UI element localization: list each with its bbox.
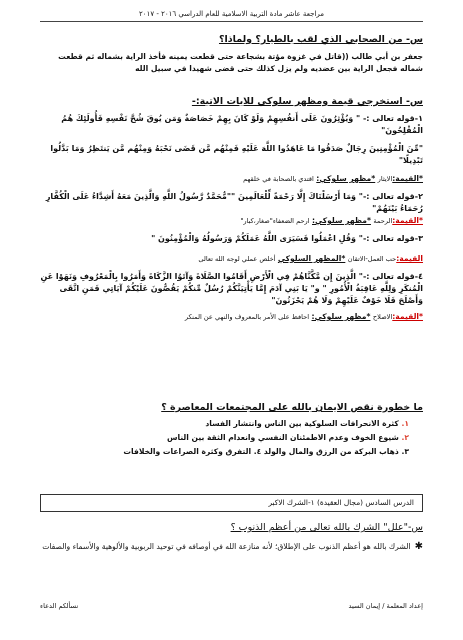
q4-block: [40, 522, 423, 553]
q2-item4: ٤-قوله تعالى :-" الَّذِينَ إِن مَّكَّنَّاهُمْ فِي الْأَرْضِ أَقَامُوا الصَّلَاةَ وَآتَوُا الزَّكَاةَ وَأَمَرُوا بِالْمَعْرُوفِ وَنَهَوْا عَنِ الْمُنكَرِ وَلِلَّهِ عَاقِبَةُ الْأُمُورِ " و" يَا بَنِي آدَمَ إِمَّا يَأْتِيَنَّكُمْ رُسُلٌ مِّنكُمْ يَقُصُّونَ عَلَيْكُمْ آيَاتِي فَمَنِ اتَّقَى وَأَصْلَحَ فَلَا خَوْفٌ عَلَيْهِمْ وَلَا هُمْ يَحْزَنُونَ": [40, 272, 423, 305]
value-text: الاصلاح: [372, 313, 393, 321]
behavior-text: احافظ على الأمر بالمعروف والنهي عن المنكر: [184, 313, 310, 321]
behavior-text: ارحم الضعفاء"صغار،كبار": [240, 217, 310, 225]
value-label: *القيمة:: [392, 216, 423, 225]
behavior-text: اقتدي بالصحابة في خلقهم: [243, 175, 314, 183]
item-text: كثرة الانحرافات السلوكية بين الناس وانتشار الفساد: [205, 419, 399, 428]
star-bullet-icon: ✱: [414, 541, 423, 552]
list-item: [40, 431, 409, 445]
value-label: القيمة:: [396, 254, 423, 263]
q2-item2: ٢-قوله تعالى :-" وَمَا أَرْسَلْنَاكَ إِلَّا رَحْمَةً لِّلْعَالَمِينَ ""مُّحَمَّدٌ رَّسُولُ اللَّهِ وَالَّذِينَ مَعَهُ أَشِدَّاءُ عَلَى الْكُفَّارِ رُحَمَاءُ بَيْنَهُمْ": [45, 192, 423, 213]
q2-block: [40, 96, 423, 323]
lesson-title-box: الدرس السادس (مجال العقيدة) ١-الشرك الاكبر: [40, 494, 423, 512]
item-number: ١.: [401, 419, 409, 428]
q4-question: س-"علل" الشرك بالله تعالى من أعظم الذنوب ؟: [230, 522, 423, 533]
value-label: *القيمة:: [392, 312, 423, 321]
value-text: الايثار: [377, 175, 393, 183]
item-number: ٢.: [401, 433, 409, 442]
item-text: ذهاب البركة من الرزق والمال والولد ٤. التفرق وكثرة الصراعات والخلافات: [123, 447, 399, 456]
page-header: مراجعة عاشر مادة التربية الاسلامية للعام الدراسي ٢٠١٦ - ٢٠١٧: [40, 10, 423, 22]
value-label: *القيمة:: [392, 174, 423, 183]
value-text: الرحمة: [373, 217, 393, 225]
q3-question: ما خطورة نقص الايمان بالله على المجتمعات المعاصرة ؟: [161, 402, 423, 413]
behavior-label: *مظهر سلوكي:: [316, 174, 376, 183]
q2-item4-answer: [40, 311, 423, 323]
list-item: [40, 417, 409, 431]
q2-item2-answer: [40, 215, 423, 227]
footer-note: نسألكم الدعاء: [40, 602, 79, 610]
behavior-label: *مظهر سلوكي:: [312, 216, 371, 225]
q4-answer-row: [40, 541, 423, 553]
q2-question: س- استخرجي قيمة ومظهر سلوكي للايات الاتية:-: [191, 96, 423, 107]
q3-block: [40, 402, 423, 459]
q2-item3: ٣-قوله تعالى :-" وَقُلِ اعْمَلُوا فَسَيَرَى اللَّهُ عَمَلَكُمْ وَرَسُولُهُ وَالْمُؤْمِنُونَ ": [151, 234, 423, 243]
behavior-text: أخلص عملي لوجه الله تعالى: [198, 255, 276, 263]
value-text: حب العمل-الاتقان: [347, 255, 397, 263]
behavior-label: *المظهر السلوكي: [277, 254, 346, 263]
q2-item1: ١-قوله تعالى :- " وَيُؤْثِرُونَ عَلَى أَنفُسِهِمْ وَلَوْ كَانَ بِهِمْ خَصَاصَةٌ وَمَن يُوقَ شُحَّ نَفْسِهِ فَأُولَئِكَ هُمُ الْمُفْلِحُونَ": [61, 114, 423, 135]
page-footer: [40, 602, 423, 610]
q2-item1-answer: [40, 173, 423, 185]
item-text: شيوع الخوف وعدم الاطمئنان النفسي وانعدام الثقة بين الناس: [167, 433, 399, 442]
q3-list: [40, 417, 423, 459]
q2-item3-answer: [40, 253, 423, 265]
q1-answer: جعفر بن أبي طالب ((قاتل في غزوة مؤتة بشجاعة حتى قطعت يمينه فأخذ الراية بشماله ثم قطعت شماله فجعل الراية بين عضديه ولم يزل كذلك حتى قضى شهيدا في سبيل الله: [58, 52, 423, 73]
q2-item1b: "مِّنَ الْمُؤْمِنِينَ رِجَالٌ صَدَقُوا مَا عَاهَدُوا اللَّهَ عَلَيْهِ فَمِنْهُم مَّن قَضَى نَحْبَهُ وَمِنْهُم مَّن يَنتَظِرُ وَمَا بَدَّلُوا تَبْدِيلًا": [50, 144, 423, 165]
footer-author: إعداد المعلمة / إيمان السيد: [348, 602, 423, 610]
q1-question: س- من الصحابي الذي لقب بالطيار؟ ولماذا؟: [218, 34, 423, 45]
behavior-label: *مظهر سلوكي:: [311, 312, 371, 321]
q4-answer: الشرك بالله هو أعظم الذنوب على الإطلاق؛ لأنه منازعة الله في أوصافه في توحيد الربوبية والألوهية والأسماء والصفات: [42, 542, 411, 551]
q1-block: [40, 34, 423, 75]
list-item: [40, 445, 409, 459]
item-number: ٣.: [401, 447, 409, 456]
